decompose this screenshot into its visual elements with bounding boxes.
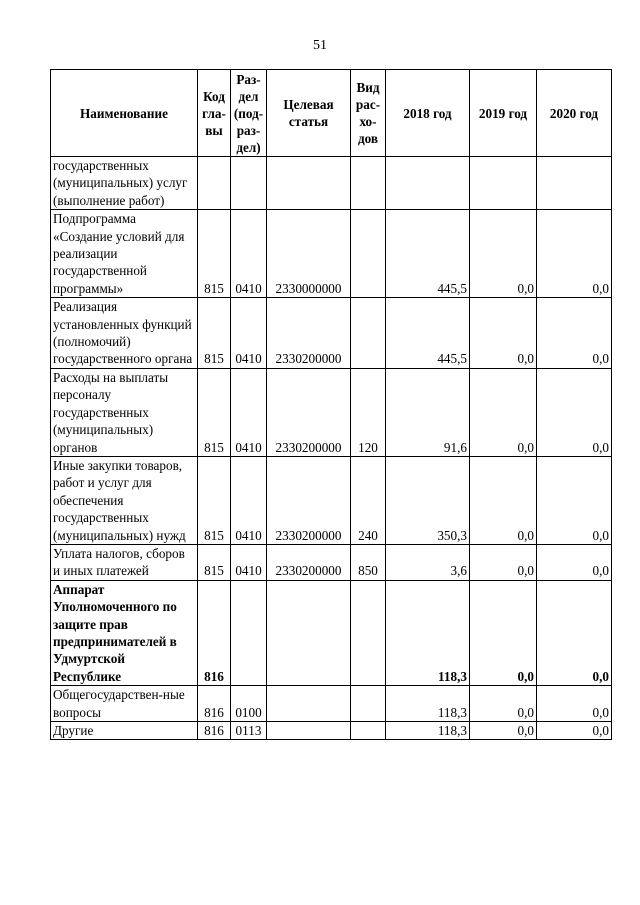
cell-target: 2330200000: [267, 456, 351, 544]
cell-kod: 816: [198, 686, 231, 722]
cell-vid: [351, 722, 386, 740]
table-row: [51, 686, 612, 722]
table-row: [51, 368, 612, 456]
table-body: [51, 157, 612, 740]
budget-table: [50, 69, 612, 740]
header-name: Наименование: [51, 70, 198, 157]
cell-razdel: [231, 580, 267, 685]
cell-y2020: 0,0: [537, 722, 612, 740]
cell-y2020: 0,0: [537, 298, 612, 369]
cell-vid: [351, 210, 386, 298]
cell-name: государственных (муниципальных) услуг (выполнение работ): [51, 157, 198, 210]
cell-y2020: 0,0: [537, 686, 612, 722]
cell-kod: 815: [198, 544, 231, 580]
cell-kod: 816: [198, 580, 231, 685]
cell-y2020: 0,0: [537, 210, 612, 298]
cell-name: Другие: [51, 722, 198, 740]
table-row: [51, 544, 612, 580]
cell-y2019: 0,0: [470, 368, 537, 456]
cell-y2018: [386, 157, 470, 210]
cell-y2018: 350,3: [386, 456, 470, 544]
table-row: [51, 722, 612, 740]
cell-name: Уплата налогов, сборов и иных платежей: [51, 544, 198, 580]
table-row: [51, 157, 612, 210]
cell-y2018: 118,3: [386, 722, 470, 740]
cell-razdel: 0410: [231, 298, 267, 369]
header-vid: Вид рас- хо- дов: [351, 70, 386, 157]
page-number: 51: [313, 38, 327, 53]
cell-kod: 815: [198, 298, 231, 369]
cell-y2019: 0,0: [470, 722, 537, 740]
cell-razdel: 0410: [231, 456, 267, 544]
cell-kod: 815: [198, 210, 231, 298]
cell-name: Расходы на выплаты персоналу государственных (муниципальных) органов: [51, 368, 198, 456]
cell-razdel: 0100: [231, 686, 267, 722]
cell-target: [267, 580, 351, 685]
cell-y2019: 0,0: [470, 456, 537, 544]
cell-razdel: 0410: [231, 368, 267, 456]
table-row: [51, 298, 612, 369]
table-header-row: [51, 70, 612, 157]
cell-vid: 240: [351, 456, 386, 544]
cell-vid: [351, 580, 386, 685]
cell-y2019: 0,0: [470, 298, 537, 369]
cell-name: Общегосударствен-ные вопросы: [51, 686, 198, 722]
cell-razdel: 0113: [231, 722, 267, 740]
table-row: [51, 210, 612, 298]
cell-y2018: 445,5: [386, 210, 470, 298]
cell-y2020: 0,0: [537, 544, 612, 580]
cell-target: [267, 722, 351, 740]
header-target: Целевая статья: [267, 70, 351, 157]
cell-vid: [351, 157, 386, 210]
cell-target: 2330200000: [267, 368, 351, 456]
header-2018: 2018 год: [386, 70, 470, 157]
cell-y2019: 0,0: [470, 544, 537, 580]
cell-y2019: 0,0: [470, 686, 537, 722]
header-kod: Код гла- вы: [198, 70, 231, 157]
header-2020: 2020 год: [537, 70, 612, 157]
cell-vid: [351, 298, 386, 369]
cell-kod: 815: [198, 368, 231, 456]
cell-kod: [198, 157, 231, 210]
cell-target: 2330200000: [267, 298, 351, 369]
cell-razdel: [231, 157, 267, 210]
cell-target: [267, 157, 351, 210]
cell-vid: 120: [351, 368, 386, 456]
cell-vid: 850: [351, 544, 386, 580]
cell-target: 2330200000: [267, 544, 351, 580]
cell-y2019: [470, 157, 537, 210]
cell-name: Реализация установленных функций (полномочий) государственного органа: [51, 298, 198, 369]
header-razdel: Раз- дел (под- раз- дел): [231, 70, 267, 157]
cell-y2020: [537, 157, 612, 210]
cell-y2018: 445,5: [386, 298, 470, 369]
cell-vid: [351, 686, 386, 722]
header-2019: 2019 год: [470, 70, 537, 157]
cell-name: Аппарат Уполномоченного по защите прав предпринимателей в Удмуртской Республике: [51, 580, 198, 685]
cell-y2019: 0,0: [470, 580, 537, 685]
cell-razdel: 0410: [231, 544, 267, 580]
cell-name: Подпрограмма «Создание условий для реализации государственной программы»: [51, 210, 198, 298]
cell-target: [267, 686, 351, 722]
cell-y2018: 118,3: [386, 686, 470, 722]
cell-kod: 815: [198, 456, 231, 544]
cell-y2020: 0,0: [537, 456, 612, 544]
table-row: [51, 456, 612, 544]
cell-y2020: 0,0: [537, 580, 612, 685]
cell-razdel: 0410: [231, 210, 267, 298]
cell-y2020: 0,0: [537, 368, 612, 456]
cell-kod: 816: [198, 722, 231, 740]
cell-y2018: 91,6: [386, 368, 470, 456]
cell-target: 2330000000: [267, 210, 351, 298]
cell-name: Иные закупки товаров, работ и услуг для обеспечения государственных (муниципальных) нужд: [51, 456, 198, 544]
cell-y2019: 0,0: [470, 210, 537, 298]
cell-y2018: 3,6: [386, 544, 470, 580]
cell-y2018: 118,3: [386, 580, 470, 685]
table-row: [51, 580, 612, 685]
